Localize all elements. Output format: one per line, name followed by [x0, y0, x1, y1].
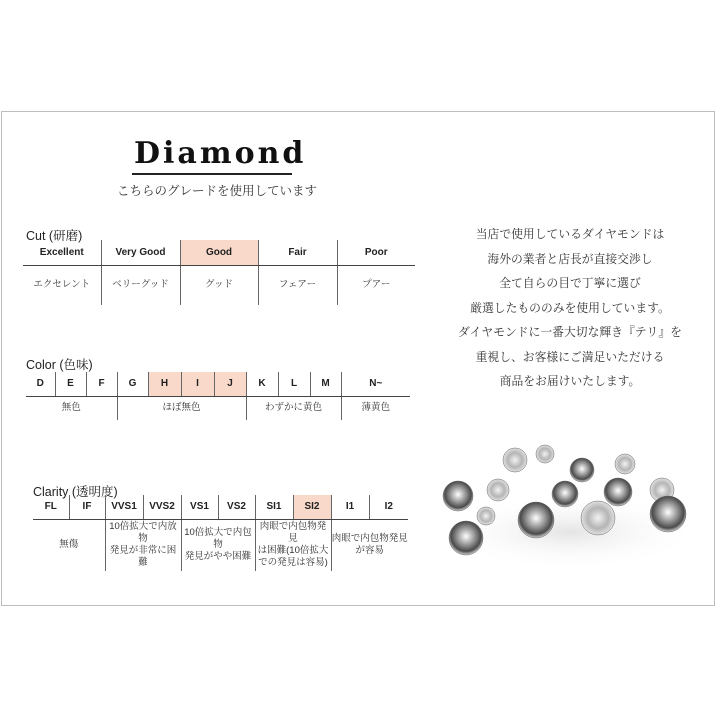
clarity-grade-highlight: SI2 [293, 495, 331, 519]
color-group: ほぼ無色 [117, 396, 246, 420]
clarity-grade: I2 [369, 495, 408, 519]
clarity-group-line: での発見は容易) [258, 557, 328, 569]
color-grade: L [278, 372, 310, 396]
clarity-group-line: 発見が非常に困難 [109, 545, 177, 569]
clarity-group-line: は困難(10倍拡大 [257, 545, 329, 557]
color-table [26, 372, 410, 420]
color-grade: D [26, 372, 55, 396]
title-underline [132, 173, 292, 175]
color-grade: N~ [341, 372, 410, 396]
page-title: Diamond [134, 136, 307, 171]
cut-table [23, 240, 415, 305]
clarity-group-line: 10倍拡大で内包物 [184, 527, 252, 551]
diamond-gems-photo [440, 432, 702, 572]
cut-grade: Fair [258, 240, 337, 265]
clarity-group-line: 発見がやや困難 [184, 551, 252, 563]
message-line: 全て自らの目で丁寧に選び [499, 276, 641, 290]
message-line: 海外の業者と店長が直接交渉し [487, 251, 653, 266]
clarity-table [33, 495, 408, 571]
clarity-group [33, 519, 105, 571]
color-group: わずかに黄色 [246, 396, 341, 420]
cut-grade: Excellent [23, 240, 101, 265]
shop-message [436, 222, 704, 394]
clarity-group [255, 519, 331, 571]
cut-desc: プアー [362, 279, 391, 291]
cut-label: Cut (研磨) [26, 229, 83, 243]
color-grade-highlight: J [214, 372, 246, 396]
subtitle: こちらのグレードを使用しています [117, 184, 318, 198]
clarity-group-line: 無傷 [59, 539, 79, 551]
message-line: 当店で使用しているダイヤモンドは [475, 227, 665, 241]
cut-desc: エクセレント [23, 265, 101, 305]
clarity-grade: VVS2 [143, 495, 181, 519]
message-line: 商品をお届けいたします。 [499, 374, 641, 388]
clarity-grade: VS2 [218, 495, 255, 519]
clarity-grade: VS1 [181, 495, 218, 519]
color-group: 無色 [26, 396, 117, 420]
message-line: 厳選したもののみを使用しています。 [470, 300, 670, 315]
clarity-grade: I1 [331, 495, 369, 519]
color-grade: M [310, 372, 341, 396]
clarity-group-line: 肉眼で内包物発見 [331, 533, 408, 545]
clarity-group [331, 519, 408, 571]
cut-desc: グッド [180, 265, 258, 305]
clarity-group-line: が容易 [355, 545, 384, 557]
color-grade: F [86, 372, 117, 396]
color-grade: E [55, 372, 86, 396]
color-group: 薄黄色 [361, 402, 390, 414]
cut-desc: フェアー [258, 265, 337, 305]
color-grade-highlight: I [181, 372, 214, 396]
clarity-grade: FL [33, 495, 69, 519]
clarity-grade: IF [69, 495, 105, 519]
cut-grade: Very Good [101, 240, 180, 265]
clarity-label: Clarity (透明度) [33, 485, 118, 499]
clarity-group-line: 肉眼で内包物発見 [259, 521, 327, 545]
cut-grade-highlight: Good [180, 240, 258, 265]
cut-grade: Poor [337, 240, 415, 265]
message-line: 重視し、お客様にご満足いただける [475, 349, 665, 364]
clarity-group [181, 519, 255, 571]
clarity-group [105, 519, 181, 571]
cut-desc: ベリーグッド [101, 265, 180, 305]
clarity-group-line: 10倍拡大で内放物 [109, 521, 177, 545]
color-grade: G [117, 372, 148, 396]
message-line: ダイヤモンドに一番大切な輝き『テリ』を [458, 325, 682, 339]
color-grade-highlight: H [148, 372, 181, 396]
clarity-grade: SI1 [255, 495, 293, 519]
color-label: Color (色味) [26, 358, 93, 372]
color-grade: K [246, 372, 278, 396]
clarity-grade: VVS1 [105, 495, 143, 519]
